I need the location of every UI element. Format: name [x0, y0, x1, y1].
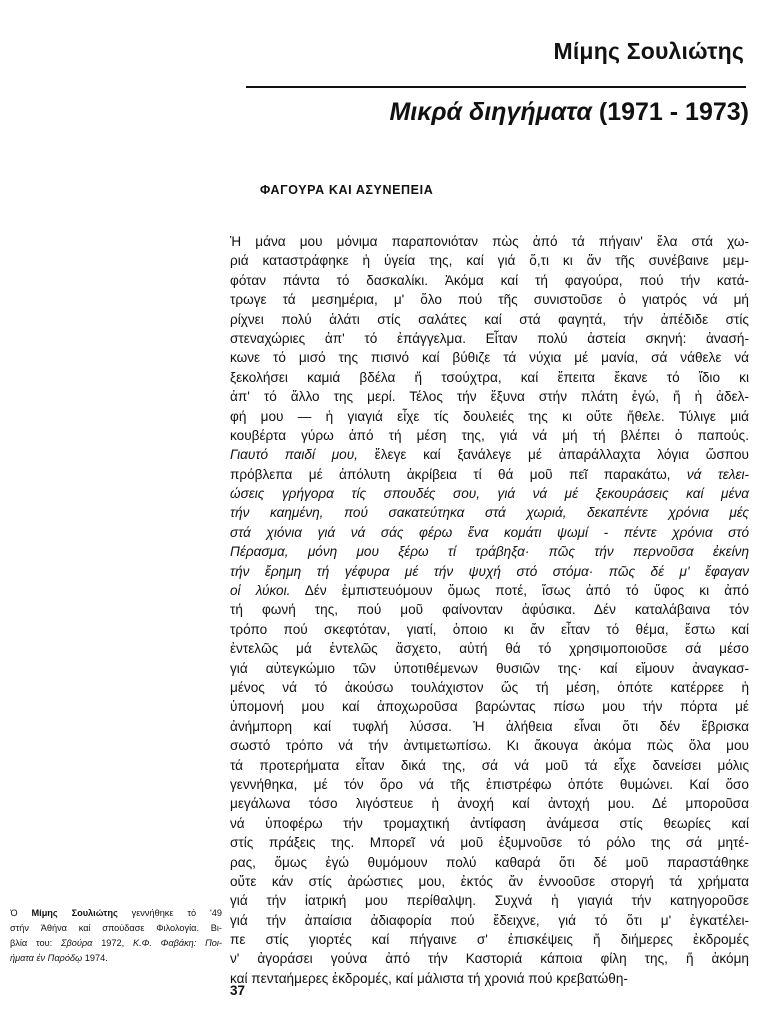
body-line: [230, 542, 749, 561]
text-run: Ἡ μάνα μου μόνιμα παραπονιόταν πὼς ἀπό τά πήγαιν' ἔλα στά χω-: [230, 234, 749, 249]
text-run: τρωγε τά μεσημέρια, μ' ὅλο πού τῆς συνιστοῦσε ὁ γιατρός νά μή: [230, 292, 749, 308]
text-run: κουβέρτα γύρω ἀπό τή μέση της, γιά νά μή τή βλέπει ὁ παπούς.: [230, 427, 749, 443]
body-line: [230, 872, 749, 891]
body-line: [230, 387, 749, 406]
text-run: ἀνήμπορη καί τυφλή λύσσα. Ἡ ἀλήθεια εἶναι ὅτι δέν ἔβρισκα: [230, 718, 749, 734]
collection-years: (1971 - 1973): [598, 98, 749, 126]
body-line: [230, 251, 749, 270]
text-run: τρόπο πού σκεφτόταν, γιατί, ὁποιο κι ἄν εἶταν τό θέμα, ἔστω καί: [230, 621, 749, 637]
text-run: 1974.: [82, 953, 108, 963]
body-line: [230, 600, 749, 619]
text-run: Κ.Φ. Φαβάκη: Ποι-: [132, 938, 222, 948]
text-run: νά ὑποφέρω τήν τρομαχτική ἀντίφαση ἀνάμεσα στίς θεωρίες καί: [230, 815, 749, 831]
page-number: 37: [230, 983, 246, 998]
text-run: καί πενταήμερες ἐκδρομές, καί μάλιστα τή χρονιά πού κρεβατώθη-: [230, 970, 628, 986]
text-run: ἔλεγε καί ξανάλεγε μέ ἀπαράλλαχτα λόγια ὥσπου: [357, 447, 749, 463]
body-line: [230, 368, 749, 387]
body-line: [230, 290, 749, 309]
text-run: τά προτερήματα εἶταν δικά της, σά νά μοῦ τά εἶχε δανείσει μόλις: [230, 757, 749, 773]
body-line: [230, 736, 749, 755]
body-line: [230, 678, 749, 697]
text-run: Ὁ: [10, 908, 32, 918]
text-run: ἀπ' τό ἄλλο της μερί. Τέλος τήν ἔξυνα στήν πλάτη ἐγώ, ἤ ἡ ἀδελ-: [230, 389, 749, 405]
body-line: [230, 717, 749, 736]
text-run: τή φωνή της, πού μοῦ φαίνονταν ἀφύσικα. Δέν καταλάβαινα τόν: [230, 602, 749, 618]
body-line: [230, 853, 749, 872]
text-run: σωστό τρόπο νά τήν ἀντιμετωπίσω. Κι ἄκουγα ἀκόμα πὼς ὅλα μου: [230, 738, 749, 754]
text-run: ήματα ἐν Παρόδῳ: [10, 953, 83, 963]
body-line: [230, 407, 749, 426]
footnote-line: [10, 951, 222, 966]
text-run: γεννήθηκα, μέ τόν ὅρο νά τῆς ἐπιστρέφω ὁπότε θυμώνει. Καί ὅσο: [230, 776, 749, 792]
text-run: βλία του:: [10, 938, 61, 948]
collection-subtitle: [389, 98, 749, 127]
body-line: [230, 891, 749, 910]
footnote-line: [10, 936, 222, 951]
story-title: ΦΑΓΟΥΡΑ ΚΑΙ ΑΣΥΝΕΠΕΙΑ: [260, 183, 434, 197]
body-line: [230, 523, 749, 542]
body-line: [230, 562, 749, 581]
text-run: Σβούρα: [60, 938, 93, 948]
text-run: Γιαυτό παιδί μου,: [230, 447, 358, 463]
text-run: στά χιόνια γιά νά σάς φέρω ἕνα κομάτι ψωμί - πέντε χρόνια στό: [230, 524, 749, 540]
body-line: [230, 426, 749, 445]
body-line: [230, 756, 749, 775]
text-run: οὔτε κάν στίς ἀρώστιες μου, ἐκτός ἄν ἐννοοῦσε στοργή τά χρήματα: [230, 873, 749, 889]
text-run: Πέρασμα, μόνη μου ξέρω τί τράβηξα· πῶς τήν περνοῦσα ἐκείνη: [230, 544, 749, 560]
text-run: φή μου — ἡ γιαγιά εἶχε τίς δουλειές της κι οὔτε ἤθελε. Τύλιγε μιά: [230, 408, 749, 424]
author-footnote: [10, 906, 222, 966]
body-line: [230, 581, 749, 600]
text-run: 1972,: [92, 938, 133, 948]
body-line: [230, 329, 749, 348]
text-run: ν' ἀγοράσει γούνα ἀπό τήν Καστοριά κάποια φίλη της, ἤ ἀκόμη: [230, 951, 749, 967]
header-rule: [246, 86, 746, 88]
body-line: [230, 697, 749, 716]
text-run: ρας, ὅμως ἐγώ θυμόμουν πολύ καθαρά ὅτι δέ μοῦ παραστάθηκε: [230, 854, 749, 870]
author-name: Μίμης Σουλιώτης: [553, 38, 744, 64]
text-run: στίς πράξεις της. Μπορεῖ νά μοῦ ἐξυμνοῦσε τό ρόλο της σά μητέ-: [230, 835, 749, 851]
text-run: ριά καταστράφηκε ἡ ὑγεία της, καί γιά ὅ,τι κι ἄν τῆς συνέβαινε μεμ-: [230, 253, 749, 269]
text-run: οἱ λύκοι.: [230, 583, 291, 599]
text-run: φόταν πάντα τό δασκαλίκι. Ἀκόμα καί τή φαγούρα, πού τήν κατά-: [230, 272, 749, 288]
text-run: γιά τήν ἀπαίσια ἀδιαφορία πού ἔδειχνε, γιά τό ὅτι μ' ἐγκατέλει-: [230, 912, 749, 928]
text-run: στεναχώριες ἀπ' τό ἐπάγγελμα. Εἶταν πολύ ἀστεία σκηνή: ἀνασή-: [230, 330, 749, 346]
body-line: [230, 484, 749, 503]
body-line: [230, 911, 749, 930]
body-line: [230, 503, 749, 522]
body-line: [230, 833, 749, 852]
body-line: [230, 794, 749, 813]
text-run: μένος νά τό ἀκούσω τουλάχιστον ὥς τή μέση, ὁπότε κατέρρεε ἡ: [230, 679, 749, 695]
text-run: γεννήθηκε τό '49: [117, 908, 222, 918]
text-run: ώσεις γρήγορα τίς σπουδές σου, γιά νά μέ ξεκουράσεις καί μένα: [230, 486, 749, 502]
body-line: [230, 465, 749, 484]
footnote-line: [10, 921, 222, 936]
text-run: νά τελει-: [686, 466, 749, 482]
body-line: [230, 814, 749, 833]
footnote-line: [10, 906, 222, 921]
body-line: [230, 348, 749, 367]
body-line: [230, 775, 749, 794]
body-line: [230, 969, 749, 988]
text-run: ἐντελῶς μά ἐντελῶς ἄσχετο, αὐτή θά τό χρησιμοποιοῦσε σά μέσο: [230, 641, 749, 657]
text-run: πε στίς γιορτές καί πήγαινε σ' ἐπισκέψεις ἤ διήμερες ἐκδρομές: [230, 932, 749, 948]
text-run: γιά τήν ἰατρική μου περίθαλψη. Συχνά ἡ γιαγιά τήν κατηγοροῦσε: [230, 893, 749, 909]
body-line: [230, 271, 749, 290]
text-run: ὑπομονή μου καί ἀποχωροῦσα βαρώντας πίσω μου τήν πόρτα μέ: [230, 699, 749, 715]
text-run: μεγάλωνα τόσο λιγόστευε ἡ ἀνοχή καί ἀντοχή μου. Δέ μποροῦσα: [230, 796, 749, 812]
body-line: [230, 659, 749, 678]
text-run: ρίχνει πολύ ἁλάτι στίς σαλάτες καί στά φαγητά, τήν ἀπέδιδε στίς: [230, 311, 749, 327]
text-run: ξεκολήσει καμιά βδέλα ἤ τσούχτρα, καί ἔπειτα ἔκανε τό ἴδιο κι: [230, 369, 749, 385]
story-body: [230, 232, 749, 988]
text-run: στήν Ἀθήνα καί σπούδασε Φιλολογία. Βι-: [10, 923, 222, 933]
body-line: [230, 310, 749, 329]
body-line: [230, 445, 749, 464]
body-line: [230, 620, 749, 639]
text-run: Μίμης Σουλιώτης: [31, 908, 118, 918]
collection-title: Μικρά διηγήματα: [389, 98, 592, 126]
text-run: Δέν ἐμπιστευόμουν ὅμως ποτέ, ἴσως ἀπό τό ὕφος κι ἀπό: [290, 583, 749, 599]
text-run: τήν ἔρημη τή γέφυρα μέ τήν ψυχή στό στόμα· πῶς δέ μ' ἔφαγαν: [230, 563, 749, 579]
text-run: τήν καημένη, πού σακατεύτηκα στά χωριά, δεκαπέντε χρόνια μές: [230, 505, 749, 521]
text-run: κωνε τό μισό της πισινό καί βύθιζε τά νύχια μέ μανία, σά νάθελε νά: [230, 350, 749, 366]
body-line: [230, 949, 749, 968]
text-run: γιά αὐτεγκώμιο τῶν ὑποτιθέμενων θυσιῶν της· καί εἴμουν ἀναγκασ-: [230, 660, 749, 676]
body-line: [230, 639, 749, 658]
body-line: [230, 232, 749, 251]
text-run: πρόβλεπα μέ ἀπόλυτη ἀκρίβεια τί θά μοῦ πεῖ παρακάτω,: [230, 466, 687, 482]
body-line: [230, 930, 749, 949]
